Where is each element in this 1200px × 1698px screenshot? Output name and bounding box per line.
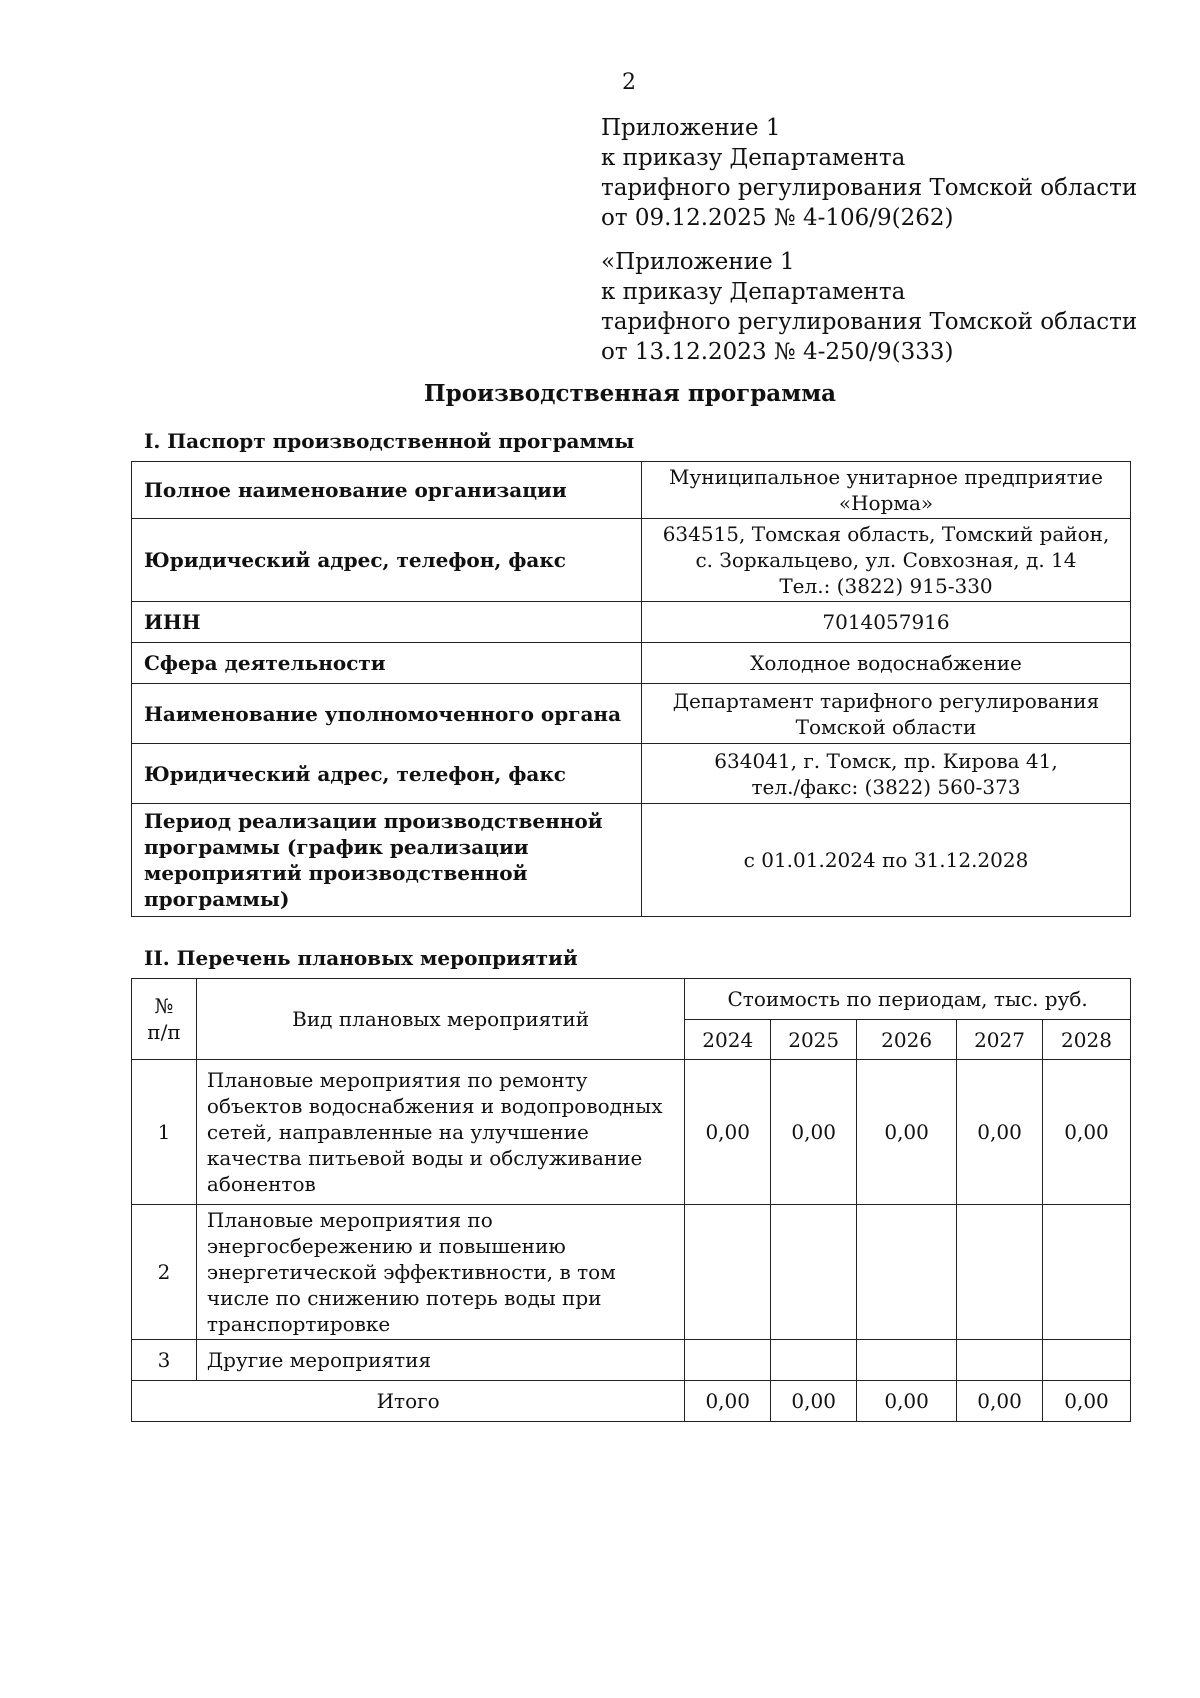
total-cost-cell: 0,00 bbox=[957, 1381, 1043, 1422]
total-cost-cell: 0,00 bbox=[771, 1381, 857, 1422]
passport-table bbox=[131, 461, 1131, 917]
appendix-line: «Приложение 1 bbox=[601, 249, 795, 275]
plan-cost-cell bbox=[1043, 1205, 1131, 1340]
year-header: 2026 bbox=[857, 1020, 957, 1060]
section2-heading: II. Перечень плановых мероприятий bbox=[144, 946, 578, 970]
plan-cost-cell bbox=[957, 1340, 1043, 1381]
plan-row-description: Плановые мероприятия по ремонту объектов водоснабжения и водопроводных сетей, направленные на улучшение качества питьевой воды и обслуживание абонентов bbox=[196, 1060, 684, 1205]
plan-cost-cell: 0,00 bbox=[857, 1060, 957, 1205]
passport-row bbox=[132, 804, 1131, 917]
passport-value-line: «Норма» bbox=[838, 491, 934, 515]
plan-cost-cell bbox=[857, 1340, 957, 1381]
plan-row-description: Плановые мероприятия по энергосбережению и повышению энергетической эффективности, в том числе по снижению потерь воды при транспортировке bbox=[196, 1205, 684, 1340]
passport-value bbox=[642, 519, 1131, 602]
passport-value-line: с. Зоркальцево, ул. Совхозная, д. 14 bbox=[695, 548, 1077, 572]
plan-cost-cell: 0,00 bbox=[685, 1060, 771, 1205]
year-header: 2027 bbox=[957, 1020, 1043, 1060]
plan-cost-cell bbox=[771, 1340, 857, 1381]
passport-row bbox=[132, 684, 1131, 744]
document-title: Производственная программа bbox=[423, 380, 837, 407]
passport-label: Период реализации производственной программы (график реализации мероприятий производственной программы) bbox=[132, 804, 642, 917]
passport-row bbox=[132, 602, 1131, 643]
appendix-block-previous bbox=[601, 247, 1161, 367]
appendix-line: от 09.12.2025 № 4-106/9(262) bbox=[601, 205, 954, 231]
col-number-header: № п/п bbox=[132, 979, 197, 1060]
passport-value-line: с 01.01.2024 по 31.12.2028 bbox=[743, 848, 1029, 872]
passport-value bbox=[642, 684, 1131, 744]
plan-cost-cell bbox=[957, 1205, 1043, 1340]
year-header: 2028 bbox=[1043, 1020, 1131, 1060]
total-cost-cell: 0,00 bbox=[685, 1381, 771, 1422]
plan-table bbox=[131, 978, 1131, 1422]
passport-row bbox=[132, 744, 1131, 804]
col-cost-header: Стоимость по периодам, тыс. руб. bbox=[685, 979, 1131, 1020]
passport-value-line: 634041, г. Томск, пр. Кирова 41, bbox=[714, 748, 1058, 773]
plan-cost-cell bbox=[857, 1205, 957, 1340]
passport-value-line: Департамент тарифного регулирования bbox=[672, 688, 1100, 713]
appendix-line: к приказу Департамента bbox=[601, 279, 906, 305]
passport-label: Юридический адрес, телефон, факс bbox=[132, 519, 642, 602]
plan-row bbox=[132, 1340, 1131, 1381]
appendix-line: тарифного регулирования Томской области bbox=[601, 175, 1138, 201]
plan-cost-cell bbox=[771, 1205, 857, 1340]
appendix-line: тарифного регулирования Томской области bbox=[601, 309, 1138, 335]
appendix-line: от 13.12.2023 № 4-250/9(333) bbox=[601, 339, 954, 365]
plan-row bbox=[132, 1205, 1131, 1340]
plan-cost-cell bbox=[685, 1205, 771, 1340]
passport-row bbox=[132, 643, 1131, 684]
passport-value-line: Холодное водоснабжение bbox=[750, 651, 1022, 675]
total-cost-cell: 0,00 bbox=[857, 1381, 957, 1422]
passport-value bbox=[642, 643, 1131, 684]
appendix-block-current bbox=[601, 113, 1161, 233]
passport-value-line: тел./факс: (3822) 560-373 bbox=[751, 774, 1021, 799]
plan-cost-cell: 0,00 bbox=[957, 1060, 1043, 1205]
plan-cost-cell bbox=[685, 1340, 771, 1381]
passport-row bbox=[132, 462, 1131, 519]
passport-row bbox=[132, 519, 1131, 602]
plan-cost-cell bbox=[1043, 1340, 1131, 1381]
passport-value bbox=[642, 602, 1131, 643]
passport-value bbox=[642, 462, 1131, 519]
passport-label: ИНН bbox=[132, 602, 642, 643]
passport-value-line: 7014057916 bbox=[822, 610, 950, 634]
passport-label: Полное наименование организации bbox=[132, 462, 642, 519]
passport-label: Сфера деятельности bbox=[132, 643, 642, 684]
passport-value bbox=[642, 744, 1131, 804]
plan-cost-cell: 0,00 bbox=[1043, 1060, 1131, 1205]
passport-label: Наименование уполномоченного органа bbox=[132, 684, 642, 744]
plan-row bbox=[132, 1060, 1131, 1205]
appendix-line: Приложение 1 bbox=[601, 115, 781, 141]
plan-total-row bbox=[132, 1381, 1131, 1422]
passport-value-line: 634515, Томская область, Томский район, bbox=[662, 522, 1110, 546]
passport-value-line: Тел.: (3822) 915-330 bbox=[779, 574, 993, 598]
passport-value bbox=[642, 804, 1131, 917]
plan-row-number: 2 bbox=[132, 1205, 197, 1340]
plan-row-description: Другие мероприятия bbox=[196, 1340, 684, 1381]
plan-row-number: 1 bbox=[132, 1060, 197, 1205]
year-header: 2025 bbox=[771, 1020, 857, 1060]
appendix-line: к приказу Департамента bbox=[601, 145, 906, 171]
col-kind-header: Вид плановых мероприятий bbox=[196, 979, 684, 1060]
year-header: 2024 bbox=[685, 1020, 771, 1060]
total-label: Итого bbox=[132, 1381, 685, 1422]
passport-value-line: Томской области bbox=[795, 714, 977, 739]
plan-cost-cell: 0,00 bbox=[771, 1060, 857, 1205]
plan-row-number: 3 bbox=[132, 1340, 197, 1381]
passport-label: Юридический адрес, телефон, факс bbox=[132, 744, 642, 804]
total-cost-cell: 0,00 bbox=[1043, 1381, 1131, 1422]
section1-heading: I. Паспорт производственной программы bbox=[144, 429, 635, 453]
page-number: 2 bbox=[622, 70, 636, 95]
passport-value-line: Муниципальное унитарное предприятие bbox=[669, 465, 1103, 489]
